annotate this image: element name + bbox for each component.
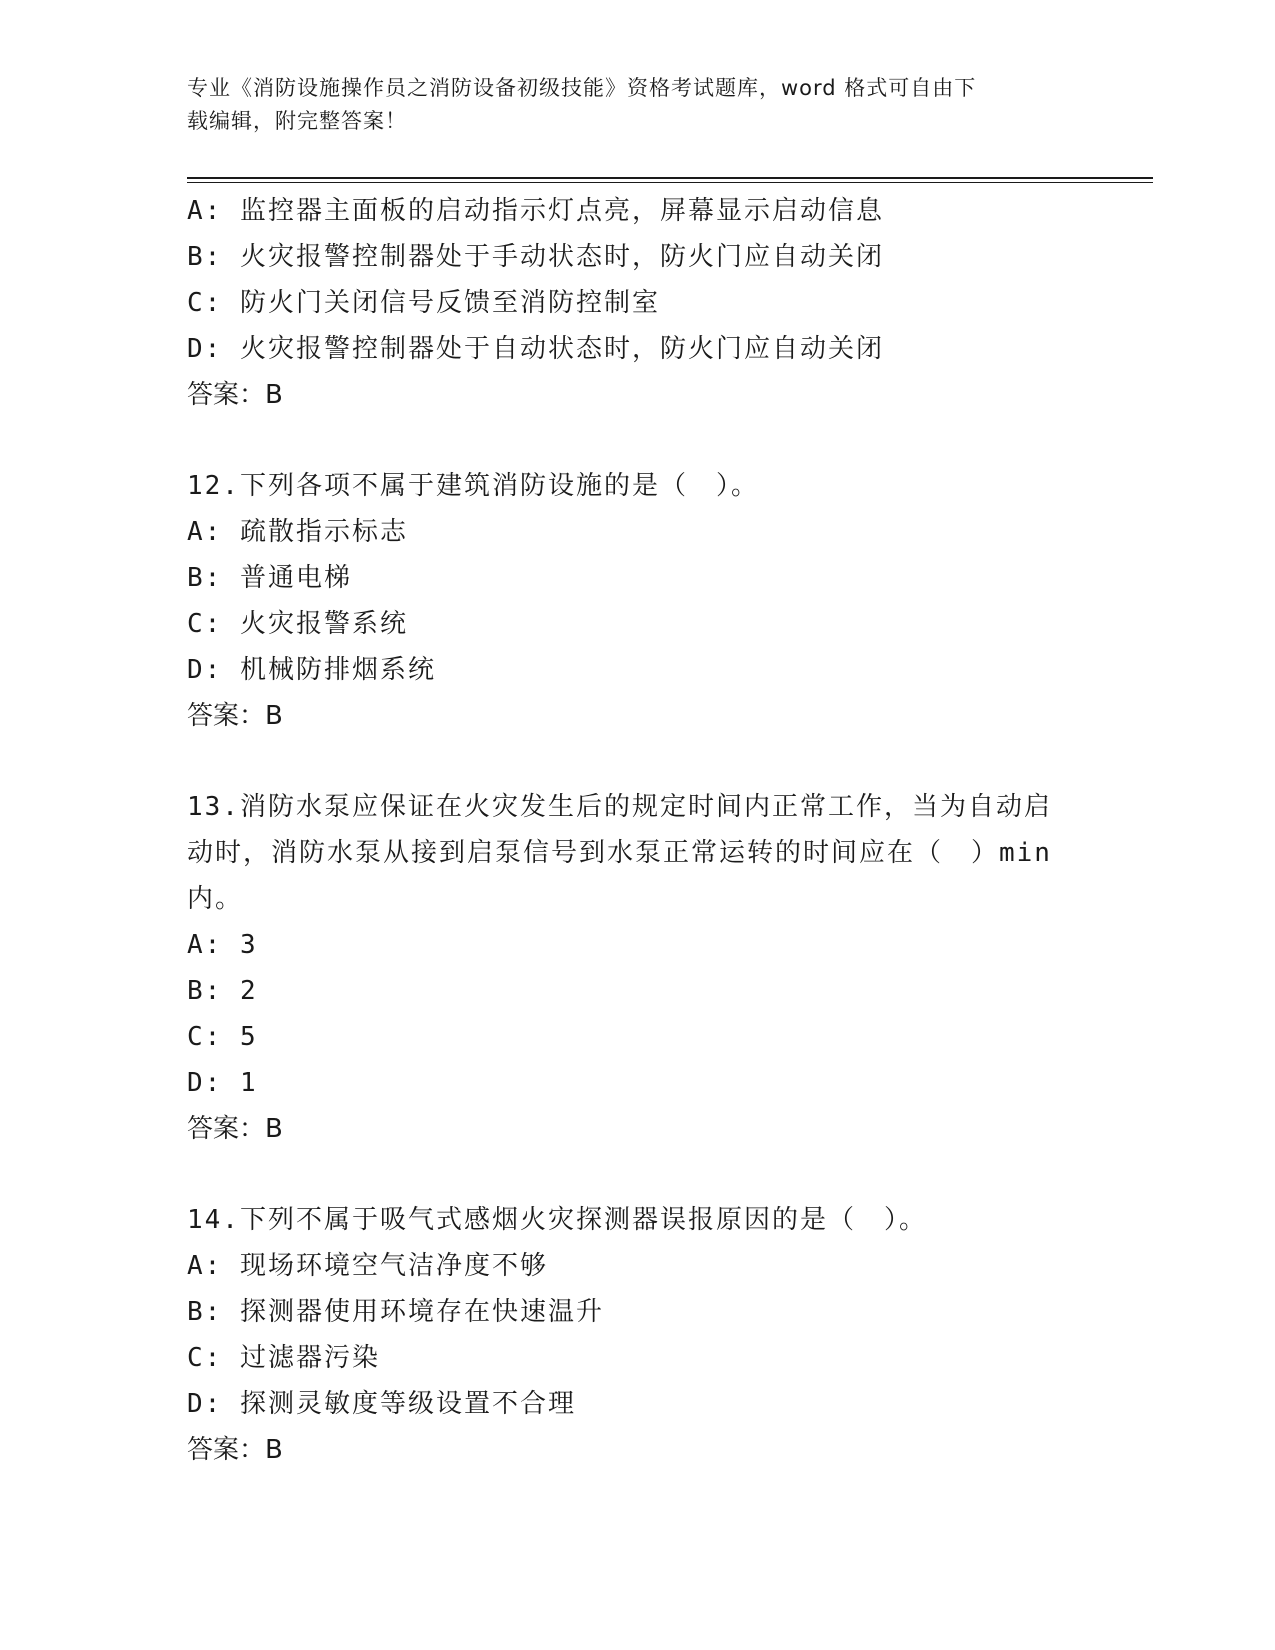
question-stem-line-2: 动时，消防水泵从接到启泵信号到水泵正常运转的时间应在（ ）min xyxy=(187,838,1052,868)
answer: 答案：B xyxy=(187,701,283,731)
answer: 答案：B xyxy=(187,1435,283,1465)
question-list xyxy=(187,188,1087,1473)
option-b: B: 探测器使用环境存在快速温升 xyxy=(187,1297,604,1327)
option-b: B: 普通电梯 xyxy=(187,563,352,593)
spacer xyxy=(187,1152,1087,1197)
spacer xyxy=(187,418,1087,463)
question-stem: 12.下列各项不属于建筑消防设施的是（ ）。 xyxy=(187,471,759,501)
question-14 xyxy=(187,1197,1087,1473)
option-a: A: 疏散指示标志 xyxy=(187,517,408,547)
option-b: B: 火灾报警控制器处于手动状态时，防火门应自动关闭 xyxy=(187,242,884,272)
question-stem-line-3: 内。 xyxy=(187,884,244,914)
option-c: C: 火灾报警系统 xyxy=(187,609,408,639)
option-d: D: 探测灵敏度等级设置不合理 xyxy=(187,1389,576,1419)
option-b: B: 2 xyxy=(187,976,258,1006)
question-13 xyxy=(187,784,1087,1152)
header-divider-thin xyxy=(187,182,1153,183)
option-d: D: 机械防排烟系统 xyxy=(187,655,436,685)
option-c: C: 防火门关闭信号反馈至消防控制室 xyxy=(187,288,660,318)
answer: 答案：B xyxy=(187,380,283,410)
header-line-1: 专业《消防设施操作员之消防设备初级技能》资格考试题库，word 格式可自由下 xyxy=(187,76,977,100)
option-d: D: 火灾报警控制器处于自动状态时，防火门应自动关闭 xyxy=(187,334,884,364)
option-a: A: 现场环境空气洁净度不够 xyxy=(187,1251,548,1281)
option-c: C: 过滤器污染 xyxy=(187,1343,380,1373)
question-stem: 14.下列不属于吸气式感烟火灾探测器误报原因的是（ ）。 xyxy=(187,1205,927,1235)
option-a: A: 3 xyxy=(187,930,258,960)
document-header xyxy=(187,72,1067,138)
spacer xyxy=(187,739,1087,784)
answer: 答案：B xyxy=(187,1114,283,1144)
question-11 xyxy=(187,188,1087,418)
header-divider-thick xyxy=(187,177,1153,179)
question-12 xyxy=(187,463,1087,739)
option-c: C: 5 xyxy=(187,1022,258,1052)
option-d: D: 1 xyxy=(187,1068,258,1098)
header-line-2: 载编辑，附完整答案！ xyxy=(187,109,407,133)
option-a: A: 监控器主面板的启动指示灯点亮，屏幕显示启动信息 xyxy=(187,196,884,226)
question-stem-line-1: 13.消防水泵应保证在火灾发生后的规定时间内正常工作，当为自动启 xyxy=(187,792,1052,822)
